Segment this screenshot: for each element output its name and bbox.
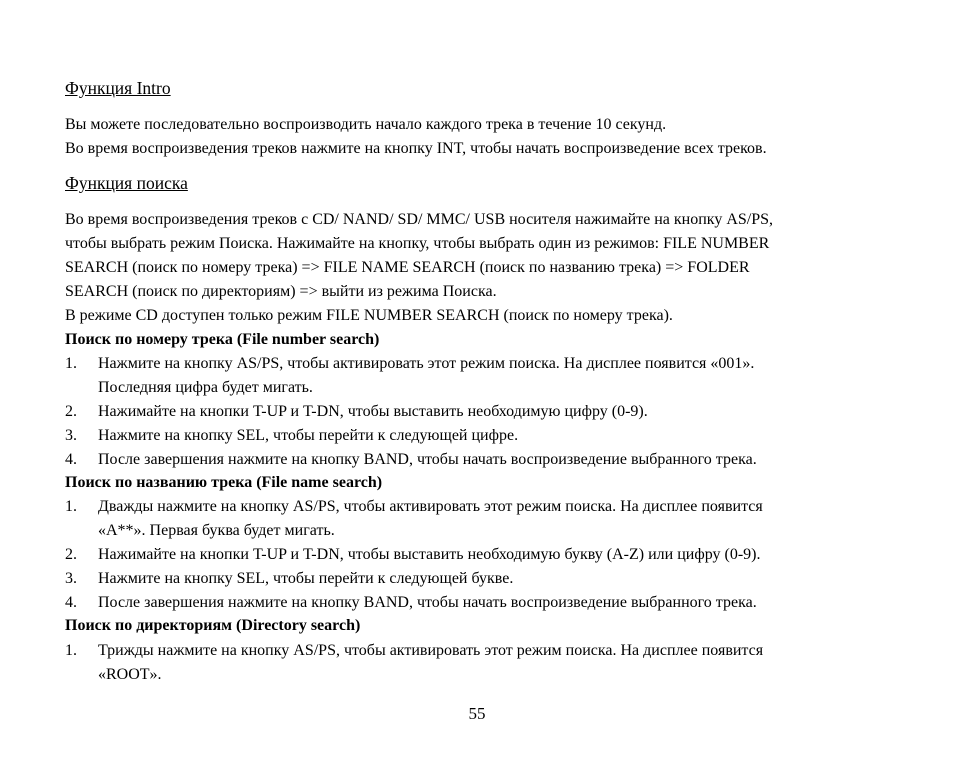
item-number: 1. (65, 498, 77, 515)
item-number: 3. (65, 427, 77, 444)
item-text: Нажимайте на кнопки T-UP и T-DN, чтобы выставить необходимую букву (A-Z) или цифру (0-9). (98, 546, 761, 563)
item-text: Нажимайте на кнопки T-UP и T-DN, чтобы выставить необходимую цифру (0-9). (98, 403, 648, 420)
item-text: После завершения нажмите на кнопку BAND, чтобы начать воспроизведение выбранного трека. (98, 451, 757, 468)
file-number-heading: Поиск по номеру трека (File number search) (65, 331, 380, 348)
item-number: 1. (65, 355, 77, 372)
file-name-heading: Поиск по названию трека (File name search) (65, 474, 383, 491)
item-text: Нажмите на кнопку AS/PS, чтобы активировать этот режим поиска. На дисплее появится «001». (98, 355, 755, 372)
item-text: После завершения нажмите на кнопку BAND, чтобы начать воспроизведение выбранного трека. (98, 594, 757, 611)
item-text: Нажмите на кнопку SEL, чтобы перейти к следующей цифре. (98, 427, 519, 444)
item-text: Последняя цифра будет мигать. (98, 379, 313, 396)
item-number: 3. (65, 570, 77, 587)
search-line-2: чтобы выбрать режим Поиска. Нажимайте на кнопку, чтобы выбрать один из режимов: FILE NUMBER (65, 235, 770, 252)
item-text: «ROOT». (98, 666, 162, 683)
item-text: «A**». Первая буква будет мигать. (98, 522, 335, 539)
search-line-3: SEARCH (поиск по номеру трека) => FILE NAME SEARCH (поиск по названию трека) => FOLDER (65, 259, 750, 276)
item-number: 1. (65, 642, 77, 659)
search-line-4: SEARCH (поиск по директориям) => выйти из режима Поиска. (65, 283, 497, 300)
intro-heading: Функция Intro (65, 78, 171, 98)
search-heading: Функция поиска (65, 173, 188, 193)
directory-heading: Поиск по директориям (Directory search) (65, 617, 361, 634)
item-text: Дважды нажмите на кнопку AS/PS, чтобы активировать этот режим поиска. На дисплее появится (98, 498, 763, 515)
item-text: Трижды нажмите на кнопку AS/PS, чтобы активировать этот режим поиска. На дисплее появится (98, 642, 764, 659)
item-number: 4. (65, 451, 77, 468)
intro-line-1: Вы можете последовательно воспроизводить начало каждого трека в течение 10 секунд. (65, 116, 667, 133)
item-number: 2. (65, 546, 77, 563)
search-line-1: Во время воспроизведения треков с CD/ NAND/ SD/ MMC/ USB носителя нажимайте на кнопку AS/PS, (65, 211, 774, 228)
item-text: Нажмите на кнопку SEL, чтобы перейти к следующей букве. (98, 570, 514, 587)
search-line-5: В режиме CD доступен только режим FILE NUMBER SEARCH (поиск по номеру трека). (65, 307, 673, 324)
page-number: 55 (468, 704, 486, 723)
intro-line-2: Во время воспроизведения треков нажмите на кнопку INT, чтобы начать воспроизведение всех треков. (65, 140, 767, 157)
item-number: 2. (65, 403, 77, 420)
item-number: 4. (65, 594, 77, 611)
